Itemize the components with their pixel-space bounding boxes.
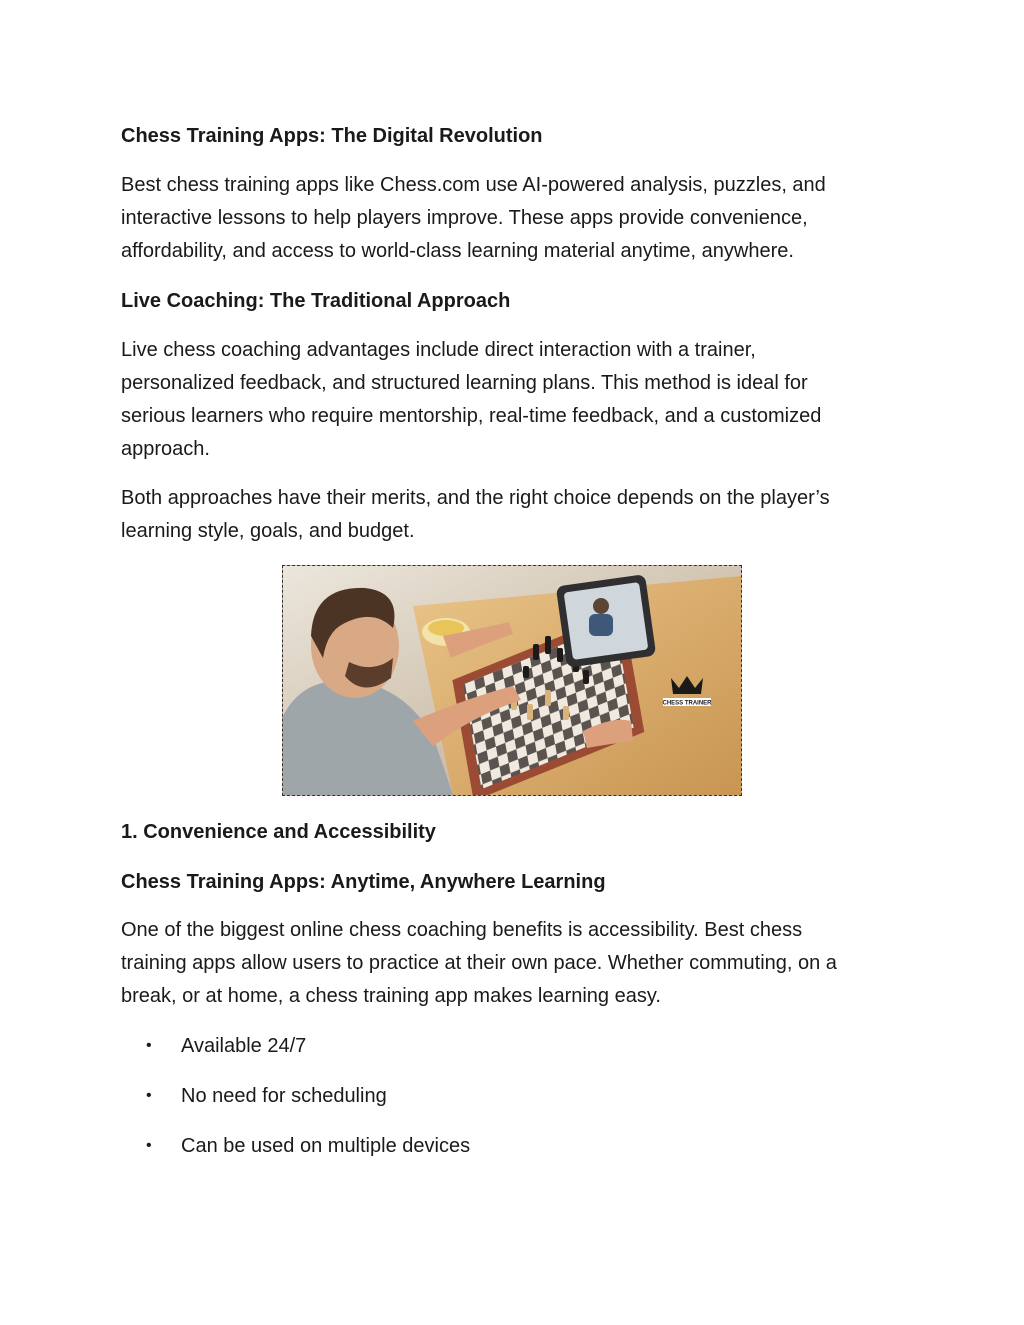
list-item-text: Can be used on multiple devices xyxy=(181,1135,471,1157)
bullet-icon: • xyxy=(146,1087,152,1104)
text-line: training apps allow users to practice at their own pace. Whether commuting, on a xyxy=(121,952,837,974)
heading-digital-revolution: Chess Training Apps: The Digital Revolution xyxy=(121,125,543,147)
text-line: Live chess coaching advantages include direct interaction with a trainer, xyxy=(121,339,756,361)
bullet-icon: • xyxy=(146,1137,152,1154)
text-line: approach. xyxy=(121,438,210,460)
subheading-anytime-learning: Chess Training Apps: Anytime, Anywhere Learning xyxy=(121,871,606,893)
text-line: affordability, and access to world-class learning material anytime, anywhere. xyxy=(121,240,794,262)
text-line: One of the biggest online chess coaching benefits is accessibility. Best chess xyxy=(121,919,803,941)
text-line: break, or at home, a chess training app makes learning easy. xyxy=(121,985,661,1007)
chess-photo xyxy=(282,565,742,796)
text-line: serious learners who require mentorship, real-time feedback, and a customized xyxy=(121,405,822,427)
text-line: interactive lessons to help players improve. These apps provide convenience, xyxy=(121,207,808,229)
heading-live-coaching: Live Coaching: The Traditional Approach xyxy=(121,290,511,312)
list-item-text: Available 24/7 xyxy=(181,1035,307,1057)
list-item-text: No need for scheduling xyxy=(181,1085,387,1107)
text-line: Both approaches have their merits, and the right choice depends on the player’s xyxy=(121,487,830,509)
logo-text: CHESS TRAINER xyxy=(662,700,712,707)
heading-convenience: 1. Convenience and Accessibility xyxy=(121,821,436,843)
text-line: Best chess training apps like Chess.com use AI-powered analysis, puzzles, and xyxy=(121,174,826,196)
text-line: personalized feedback, and structured learning plans. This method is ideal for xyxy=(121,372,808,394)
bullet-icon: • xyxy=(146,1037,152,1054)
text-line: learning style, goals, and budget. xyxy=(121,520,415,542)
